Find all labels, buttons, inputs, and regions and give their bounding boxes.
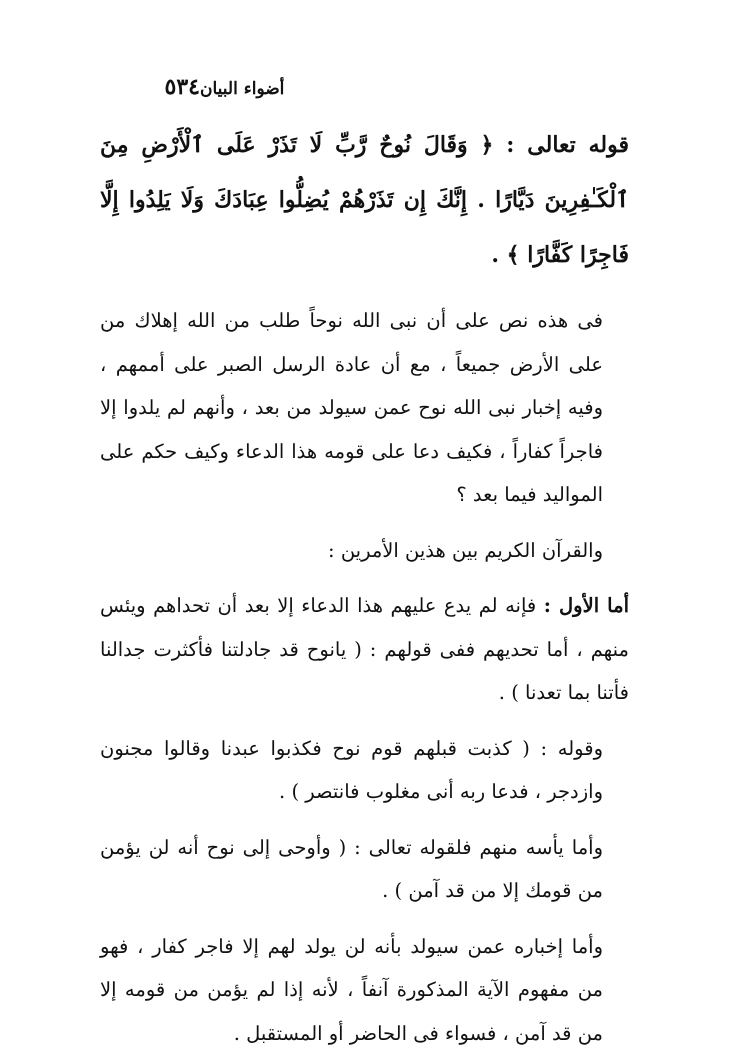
paragraph-first-matter — [100, 584, 629, 715]
paragraph-despair — [100, 826, 629, 913]
paragraph-text: وأما يأسه منهم فلقوله تعالى : ( وأوحى إلى نوح أنه لن يؤمن من قومك إلا من قد آمن ) . — [100, 826, 629, 913]
running-title: أضواء البيان — [200, 79, 284, 99]
quranic-verse-paragraph — [100, 118, 629, 283]
paragraph-question — [100, 299, 629, 517]
paragraph-text: فى هذه نص على أن نبى الله نوحاً طلب من الله إهلاك من على الأرض جميعاً ، مع أن عادة الرسل الصبر على أممهم ، وفيه إخبار نبى الله نوح عمن سيولد من بعد ، وأنهم لم يلدوا إلا فاجراً كفاراً ، فكيف دعا على قومه هذا الدعاء وكيف حكم على المواليد فيما بعد ؟ — [100, 299, 629, 517]
paragraph-text: وقوله : ( كذبت قبلهم قوم نوح فكذبوا عبدنا وقالوا مجنون وازدجر ، فدعا ربه أنى مغلوب فانتصر ) . — [100, 727, 629, 814]
paragraph-quote-2 — [100, 727, 629, 814]
page-body — [100, 118, 629, 1055]
verse-text: ﴿ وَقَالَ نُوحٌ رَّبِّ لَا تَذَرْ عَلَى ٱلْأَرْضِ مِنَ ٱلْكَـٰفِرِينَ دَيَّارًا . إِنَّكَ إِن تَذَرْهُمْ يُضِلُّوا عِبَادَكَ وَلَا يَلِدُوا إِلَّا فَاجِرًا كَفَّارًا ﴾ . — [100, 132, 629, 268]
paragraph-conclusion — [100, 925, 629, 1055]
paragraph-text: فإنه لم يدع عليهم هذا الدعاء إلا بعد أن تحداهم ويئس منهم ، أما تحديهم ففى قولهم : ( يانوح قد جادلتنا فأكثرت جدالنا فأتنا بما تعدنا ) . — [100, 594, 629, 704]
page-header — [110, 74, 623, 100]
paragraph-lead: أما الأول : — [544, 594, 629, 617]
page-number: ٥٣٤ — [110, 74, 200, 100]
verse-intro: قوله تعالى : — [506, 132, 629, 158]
paragraph-transition — [100, 529, 629, 573]
paragraph-text: والقرآن الكريم بين هذين الأمرين : — [100, 529, 629, 573]
paragraph-text: وأما إخباره عمن سيولد بأنه لن يولد لهم إلا فاجر كفار ، فهو من مفهوم الآية المذكورة آنفاً ، لأنه إذا لم يؤمن من قومه إلا من قد آمن ، فسواء فى الحاضر أو المستقبل . — [100, 925, 629, 1055]
